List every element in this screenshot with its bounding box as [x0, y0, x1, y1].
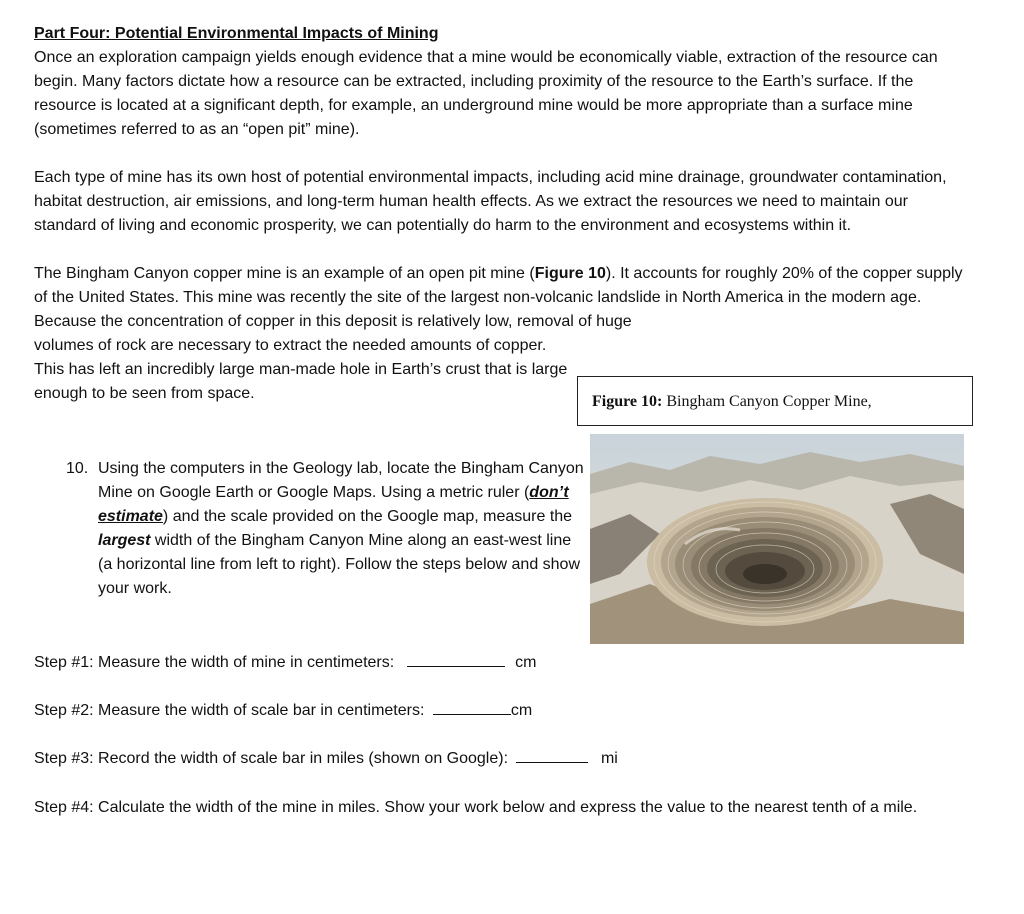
question-10: [66, 457, 586, 601]
paragraph-intro: Once an exploration campaign yields enough evidence that a mine would be economically viable, extraction of the resource can begin. Many factors dictate how a resource can be extracted, including proximity of the resource to the Earth’s surface. If the resource is located at a significant depth, for example, an underground mine would be more appropriate than a surface mine (sometimes referred to as an “open pit” mine).: [34, 49, 938, 138]
step-4: [34, 796, 934, 820]
figure-caption-box: [577, 376, 973, 426]
step-1-unit: cm: [515, 654, 537, 671]
document-page: [34, 22, 984, 430]
question-number: 10.: [66, 460, 89, 477]
mine-photo: [590, 434, 964, 644]
emphasis-largest: largest: [98, 532, 151, 549]
step-3-answer-blank[interactable]: [516, 748, 588, 763]
question-text: [98, 457, 586, 601]
paragraph-bingham: [34, 262, 972, 334]
question-text-b: ) and the scale provided on the Google map, measure the: [162, 508, 573, 525]
figure-label: Figure 10:: [592, 393, 663, 410]
paragraph-bingham-c: volumes of rock are necessary to extract the needed amounts of copper. This has left an incredibly large man-made hole in Earth’s crust that is large enough to be seen from space.: [34, 337, 568, 402]
paragraph-impacts: Each type of mine has its own host of potential environmental impacts, including acid mine drainage, groundwater contamination, habitat destruction, air emissions, and long-term human health effects. As we extract the resources we need to maintain our standard of living and economic prosperity, we can potentially do harm to the environment and ecosystems within it.: [34, 169, 947, 234]
step-3-unit: mi: [600, 750, 618, 767]
step-1-label: Step #1: Measure the width of mine in centimeters:: [34, 654, 395, 671]
step-1: [34, 651, 974, 675]
figure-reference: Figure 10: [534, 265, 606, 282]
figure-caption: Bingham Canyon Copper Mine,: [662, 393, 872, 410]
step-3: [34, 747, 974, 771]
step-2-label: Step #2: Measure the width of scale bar in centimeters:: [34, 702, 425, 719]
section-heading: Part Four: Potential Environmental Impacts of Mining: [34, 25, 439, 42]
question-text-a: Using the computers in the Geology lab, locate the Bingham Canyon Mine on Google Earth or Google Maps. Using a metric ruler (: [98, 460, 584, 501]
emphasis-dont-estimate: don’t estimate: [98, 484, 569, 525]
step-4-label: Step #4: Calculate the width of the mine in miles. Show your work below and express the value to the nearest tenth of a mile.: [34, 799, 918, 816]
paragraph-bingham-a: The Bingham Canyon copper mine is an example of an open pit mine (: [34, 265, 535, 282]
step-2: [34, 699, 974, 723]
mine-photo-illustration: [590, 434, 964, 644]
step-3-label: Step #3: Record the width of scale bar in miles (shown on Google):: [34, 750, 509, 767]
step-2-answer-blank[interactable]: [433, 700, 511, 715]
paragraph-bingham-b: ). It accounts for roughly 20% of the copper supply of the United States. This mine was recently the site of the largest non-volcanic landslide in North America in the modern age. Because the concentration of copper in this deposit is relatively low, removal of huge: [34, 265, 963, 330]
step-1-answer-blank[interactable]: [407, 652, 505, 667]
question-text-c: width of the Bingham Canyon Mine along an east-west line (a horizontal line from left to right). Follow the steps below and show your work.: [98, 532, 581, 597]
step-2-unit: cm: [510, 702, 533, 719]
